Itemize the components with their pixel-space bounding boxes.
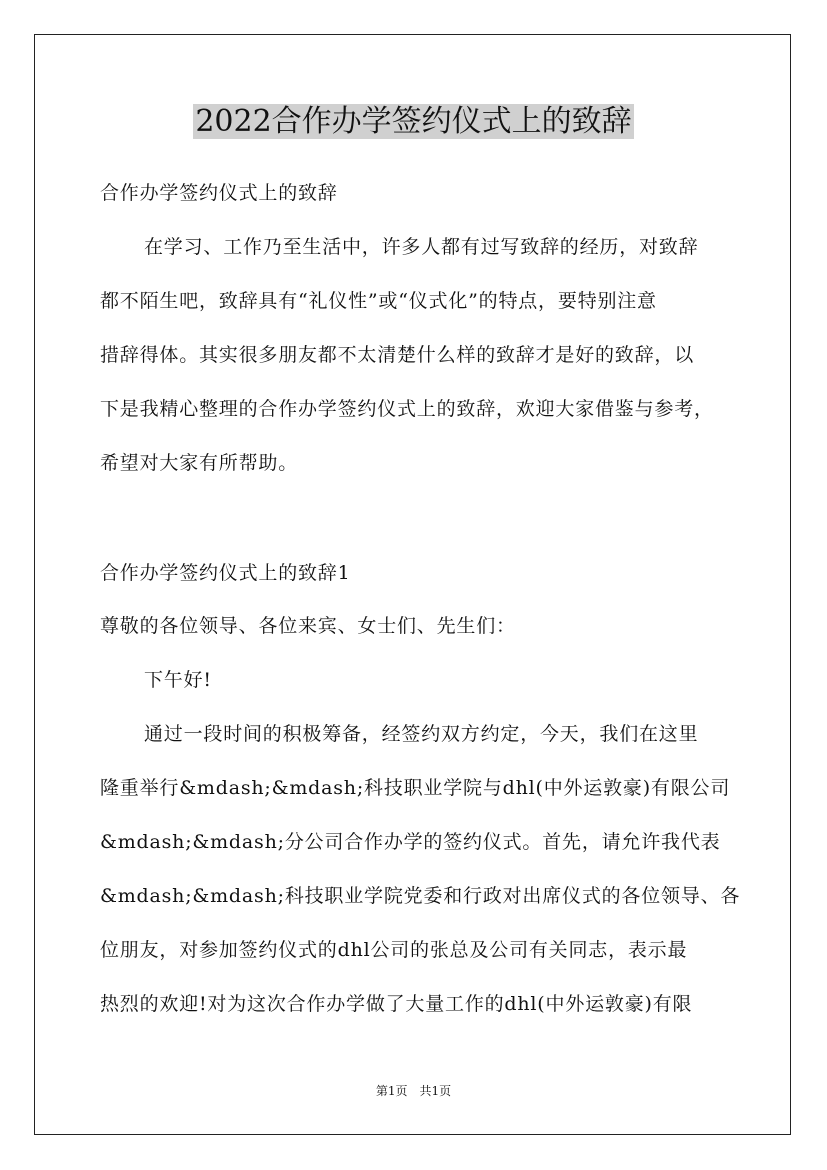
body-line-6: 热烈的欢迎!对为这次合作办学做了大量工作的dhl(中外运敦豪)有限	[100, 993, 693, 1015]
document-title	[0, 100, 827, 144]
document-title-text: 2022合作办学签约仪式上的致辞	[195, 104, 632, 139]
body-line-1: 通过一段时间的积极筹备，经签约双方约定，今天，我们在这里	[144, 723, 699, 745]
body-line-5: 位朋友，对参加签约仪式的dhl公司的张总及公司有关同志，表示最	[100, 939, 688, 961]
intro-line-5: 希望对大家有所帮助。	[100, 452, 299, 474]
greeting: 下午好!	[144, 669, 212, 691]
page-number: 第1页 共1页	[375, 1084, 452, 1098]
intro-line-2: 都不陌生吧，致辞具有“礼仪性”或“仪式化”的特点，要特别注意	[100, 290, 657, 312]
section-heading: 合作办学签约仪式上的致辞1	[100, 562, 351, 584]
salutation: 尊敬的各位领导、各位来宾、女士们、先生们：	[100, 615, 516, 637]
subtitle: 合作办学签约仪式上的致辞	[100, 182, 338, 204]
intro-line-4: 下是我精心整理的合作办学签约仪式上的致辞，欢迎大家借鉴与参考，	[100, 398, 714, 420]
body-line-4: &mdash;&mdash;科技职业学院党委和行政对出席仪式的各位领导、各	[100, 885, 741, 907]
body-line-3: &mdash;&mdash;分公司合作办学的签约仪式。首先，请允许我代表	[100, 831, 721, 853]
intro-line-1: 在学习、工作乃至生活中，许多人都有过写致辞的经历，对致辞	[144, 236, 699, 258]
body-line-2: 隆重举行&mdash;&mdash;科技职业学院与dhl(中外运敦豪)有限公司	[100, 777, 731, 799]
intro-line-3: 措辞得体。其实很多朋友都不太清楚什么样的致辞才是好的致辞，以	[100, 344, 695, 366]
